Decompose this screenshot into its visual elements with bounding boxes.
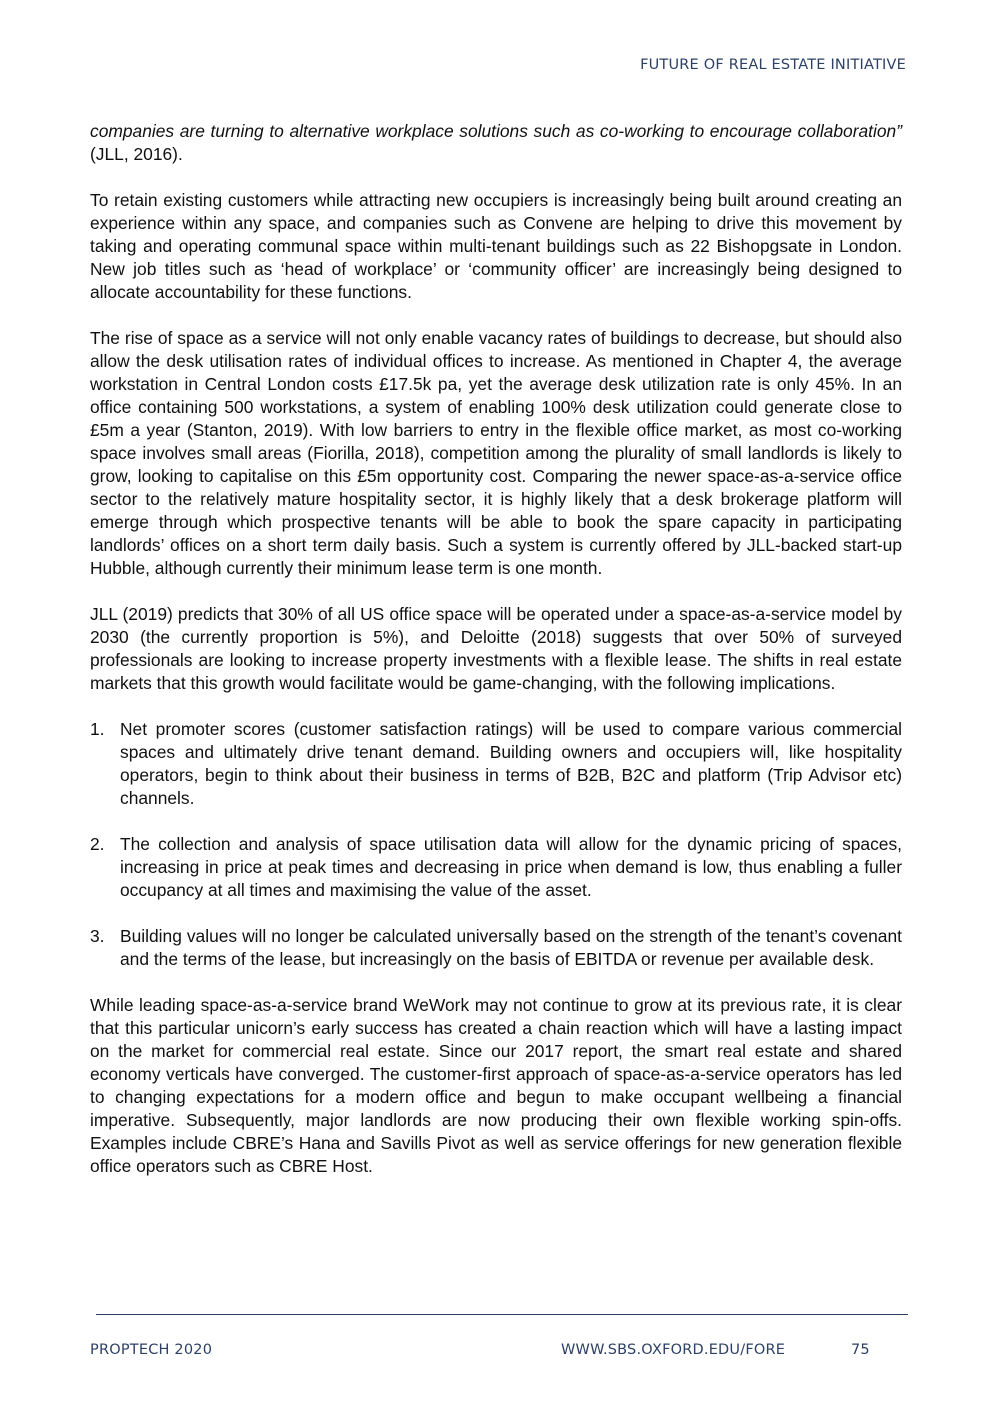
list-item [90, 718, 902, 810]
intro-quote: companies are turning to alternative workplace solutions such as co-working to encourage collaboration” [90, 121, 902, 141]
paragraph-experience: To retain existing customers while attracting new occupiers is increasingly being built around creating an experience within any space, and companies such as Convene are helping to drive this movement by taking and operating communal space within multi-tenant buildings such as 22 Bishopgsate in London. New job titles such as ‘head of workplace’ or ‘community officer’ are increasingly being designed to allocate accountability for these functions. [90, 190, 902, 302]
header-title: FUTURE OF REAL ESTATE INITIATIVE [640, 57, 906, 73]
footer-url[interactable]: WWW.SBS.OXFORD.EDU/FORE [561, 1342, 786, 1358]
paragraph-space-as-service: The rise of space as a service will not only enable vacancy rates of buildings to decrease, but should also allow the desk utilisation rates of individual offices to increase. As mentioned in Chapter 4, the average workstation in Central London costs £17.5k pa, yet the average desk utilization rate is only 45%. In an office containing 500 workstations, a system of enabling 100% desk utilization could generate close to £5m a year (Stanton, 2019). With low barriers to entry in the flexible office market, as most co-working space involves small areas (Fiorilla, 2018), competition among the plurality of small landlords is likely to grow, looking to capitalise on this £5m opportunity cost. Comparing the newer space-as-a-service office sector to the relatively mature hospitality sector, it is highly likely that a desk brokerage platform will emerge through which prospective tenants will be able to book the spare capacity in participating landlords’ offices on a short term daily basis. Such a system is currently offered by JLL-backed start-up Hubble, although currently their minimum lease term is one month. [90, 328, 902, 578]
list-item-number: 3. [90, 926, 105, 946]
paragraph-closing: While leading space-as-a-service brand WeWork may not continue to grow at its previous rate, it is clear that this particular unicorn’s early success has created a chain reaction which will have a lasting impact on the market for commercial real estate. Since our 2017 report, the smart real estate and shared economy verticals have converged. The customer-first approach of space-as-a-service operators has led to changing expectations for a modern office and begun to make occupant wellbeing a financial imperative. Subsequently, major landlords are now producing their own flexible working spin-offs. Examples include CBRE’s Hana and Savills Pivot as well as service offerings for new generation flexible office operators such as CBRE Host. [90, 995, 902, 1176]
list-item-text: Building values will no longer be calculated universally based on the strength of the tenant’s covenant and the terms of the lease, but increasingly on the basis of EBITDA or revenue per available desk. [120, 926, 902, 969]
footer-publication: PROPTECH 2020 [90, 1342, 213, 1358]
footer-divider [96, 1314, 908, 1315]
implications-list [90, 718, 902, 971]
list-item [90, 833, 902, 902]
body-text [90, 120, 902, 1201]
list-item [90, 925, 902, 971]
page-number: 75 [851, 1342, 870, 1358]
intro-paragraph [90, 120, 902, 166]
list-item-number: 2. [90, 834, 105, 854]
paragraph-predictions: JLL (2019) predicts that 30% of all US office space will be operated under a space-as-a-service model by 2030 (the currently proportion is 5%), and Deloitte (2018) suggests that over 50% of surveyed professionals are looking to increase property investments with a flexible lease. The shifts in real estate markets that this growth would facilitate would be game-changing, with the following implications. [90, 604, 902, 693]
list-item-text: The collection and analysis of space utilisation data will allow for the dynamic pricing of spaces, increasing in price at peak times and decreasing in price when demand is low, thus enabling a fuller occupancy at all times and maximising the value of the asset. [120, 834, 902, 900]
intro-citation: (JLL, 2016). [90, 144, 183, 164]
list-item-number: 1. [90, 719, 105, 739]
list-item-text: Net promoter scores (customer satisfaction ratings) will be used to compare various commercial spaces and ultimately drive tenant demand. Building owners and occupiers will, like hospitality operators, begin to think about their business in terms of B2B, B2C and platform (Trip Advisor etc) channels. [120, 719, 902, 808]
